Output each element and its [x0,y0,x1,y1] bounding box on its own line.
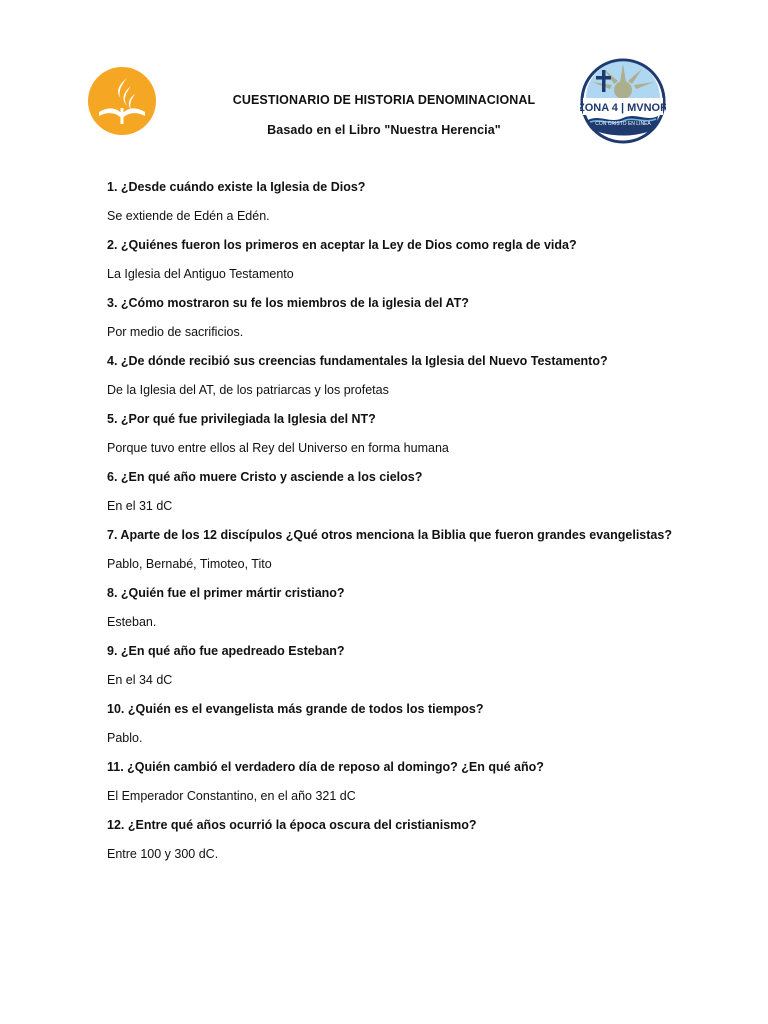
qa-item [107,237,707,282]
answer: En el 34 dC [107,673,173,687]
qa-item [107,759,707,804]
qa-item [107,643,707,688]
answer: Se extiende de Edén a Edén. [107,209,270,223]
question: 3. ¿Cómo mostraron su fe los miembros de la iglesia del AT? [107,296,469,310]
answer: Porque tuvo entre ellos al Rey del Universo en forma humana [107,441,449,455]
qa-item [107,353,707,398]
question: 7. Aparte de los 12 discípulos ¿Qué otros menciona la Biblia que fueron grandes evangelistas? [107,528,672,542]
answer: La Iglesia del Antiguo Testamento [107,267,294,281]
question: 8. ¿Quién fue el primer mártir cristiano? [107,586,345,600]
page-subtitle: Basado en el Libro "Nuestra Herencia" [267,123,501,137]
logo-right-subtext: CON CRISTO EN LÍNEA [595,121,651,127]
question: 6. ¿En qué año muere Cristo y asciende a los cielos? [107,470,423,484]
question-answer-list [107,179,707,862]
qa-item [107,411,707,456]
question: 2. ¿Quiénes fueron los primeros en aceptar la Ley de Dios como regla de vida? [107,238,577,252]
answer: En el 31 dC [107,499,173,513]
logo-right-text: ZONA 4 | MVNOR [580,102,666,114]
question: 10. ¿Quién es el evangelista más grande de todos los tiempos? [107,702,484,716]
question: 9. ¿En qué año fue apedreado Esteban? [107,644,345,658]
question: 12. ¿Entre qué años ocurrió la época oscura del cristianismo? [107,818,477,832]
qa-item [107,527,707,572]
question: 4. ¿De dónde recibió sus creencias fundamentales la Iglesia del Nuevo Testamento? [107,354,608,368]
answer: De la Iglesia del AT, de los patriarcas y los profetas [107,383,389,397]
answer: El Emperador Constantino, en el año 321 dC [107,789,356,803]
answer: Pablo, Bernabé, Timoteo, Tito [107,557,272,571]
answer: Pablo. [107,731,143,745]
page-title: CUESTIONARIO DE HISTORIA DENOMINACIONAL [232,93,536,107]
qa-item [107,295,707,340]
question: 11. ¿Quién cambió el verdadero día de reposo al domingo? ¿En qué año? [107,760,544,774]
answer: Por medio de sacrificios. [107,325,244,339]
question: 1. ¿Desde cuándo existe la Iglesia de Dios? [107,180,366,194]
adventist-logo-icon [87,66,157,136]
question: 5. ¿Por qué fue privilegiada la Iglesia del NT? [107,412,376,426]
qa-item [107,817,707,862]
qa-item [107,585,707,630]
answer: Entre 100 y 300 dC. [107,847,219,861]
answer: Esteban. [107,615,157,629]
qa-item [107,469,707,514]
qa-item [107,179,707,224]
qa-item [107,701,707,746]
